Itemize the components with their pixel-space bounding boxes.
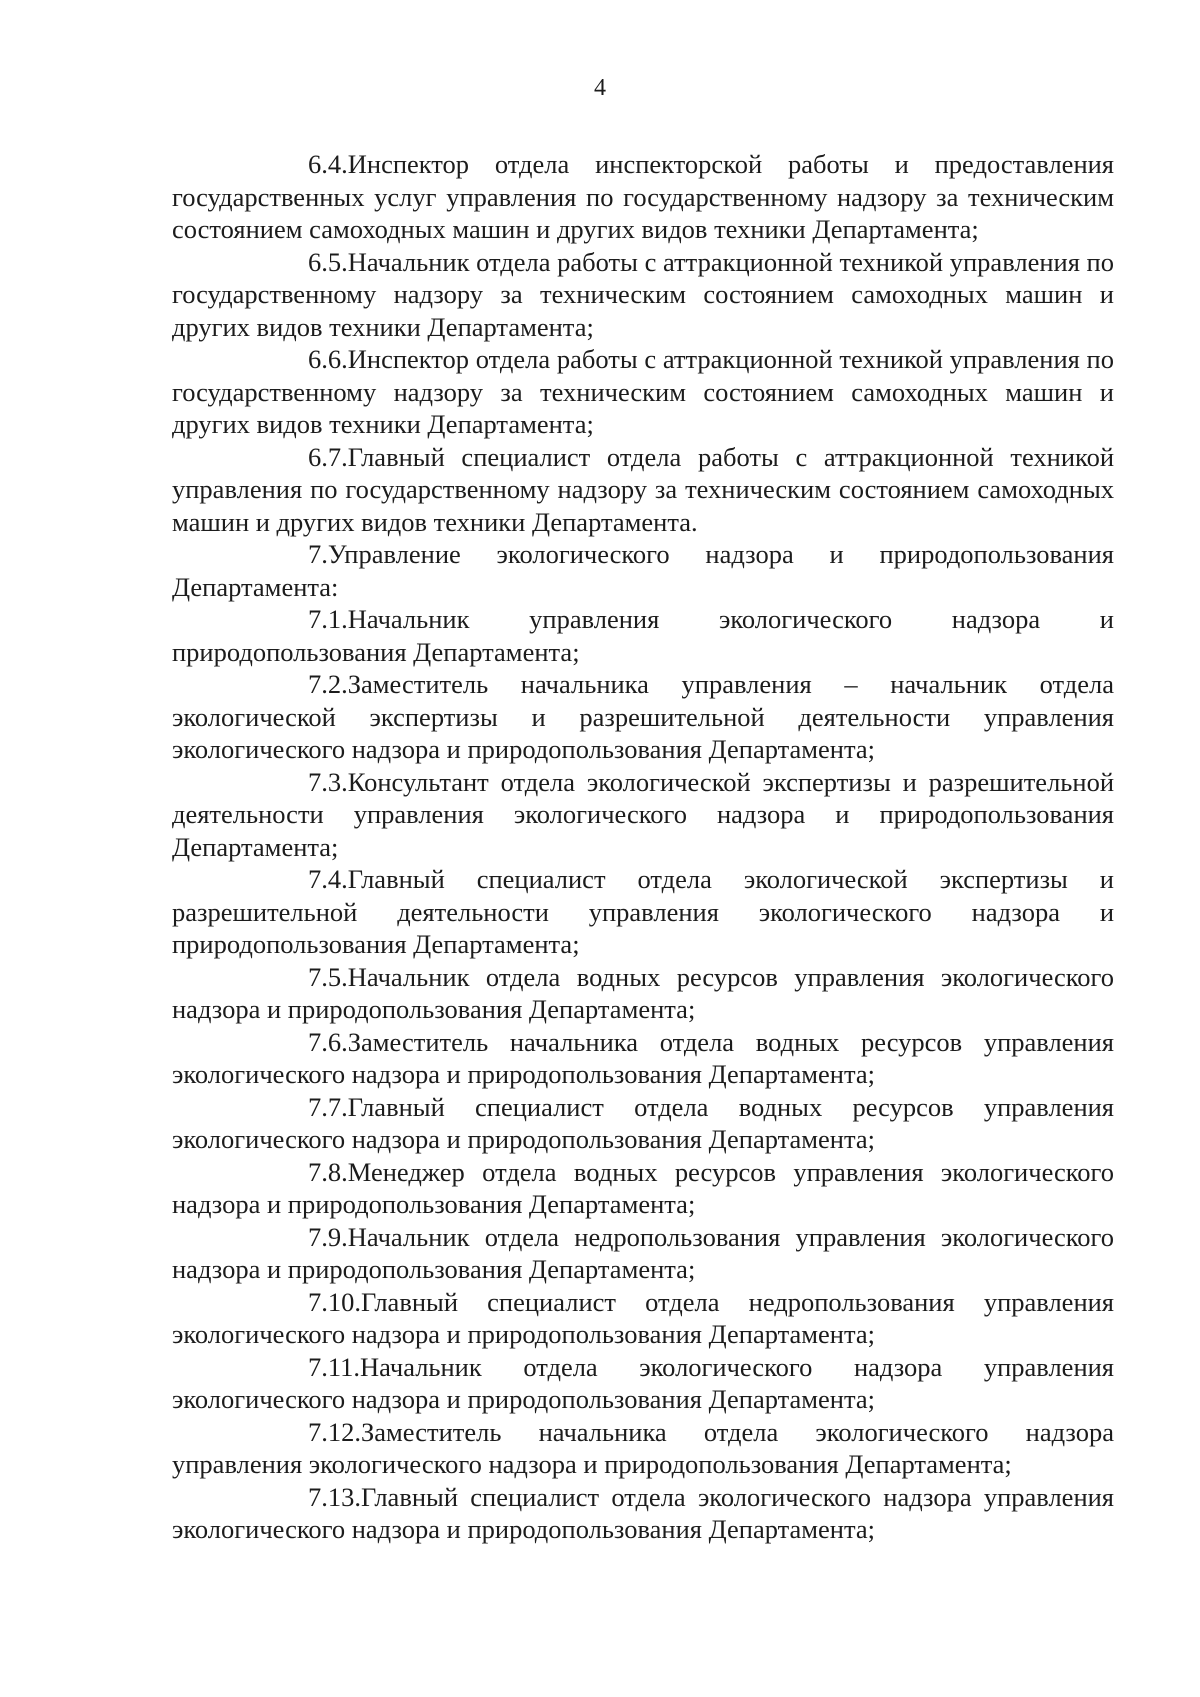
item-text: Инспектор отдела инспекторской работы и предоставления государственных услуг управления по государственному надзору за техническим состоянием самоходных машин и других видов техники Департамента; xyxy=(172,149,1114,244)
list-item xyxy=(172,343,1114,441)
item-number: 7.2. xyxy=(308,669,348,699)
item-text: Заместитель начальника управления – начальник отдела экологической экспертизы и разрешительной деятельности управления экологического надзора и природопользования Департамента; xyxy=(172,669,1114,764)
page-number: 4 xyxy=(594,75,606,101)
list-item xyxy=(172,1091,1114,1156)
item-text: Начальник отдела недропользования управления экологического надзора и природопользования Департамента; xyxy=(172,1221,1114,1284)
list-item xyxy=(172,1351,1114,1416)
list-item xyxy=(172,961,1114,1026)
list-item xyxy=(172,148,1114,246)
list-item xyxy=(172,1481,1114,1546)
item-number: 7.4. xyxy=(308,864,348,894)
list-item xyxy=(172,668,1114,766)
item-text: Начальник отдела работы с аттракционной техникой управления по государственному надзору за техническим состоянием самоходных машин и других видов техники Департамента; xyxy=(172,246,1114,342)
item-number: 7.7. xyxy=(308,1091,348,1122)
list-item xyxy=(172,1156,1114,1221)
item-number: 6.5. xyxy=(308,246,348,277)
item-number: 7.11. xyxy=(308,1351,361,1382)
section-number: 7. xyxy=(308,539,328,569)
section-text: Управление экологического надзора и природопользования Департамента: xyxy=(172,539,1114,602)
item-text: Консультант отдела экологической экспертизы и разрешительной деятельности управления экологического надзора и природопользования Департамента; xyxy=(172,766,1114,862)
list-item xyxy=(172,766,1114,864)
item-number: 7.9. xyxy=(308,1221,348,1252)
list-item xyxy=(172,863,1114,961)
item-text: Начальник отдела водных ресурсов управления экологического надзора и природопользования Департамента; xyxy=(172,961,1114,1024)
item-number: 7.5. xyxy=(308,961,348,992)
list-item xyxy=(172,441,1114,539)
item-text: Начальник отдела экологического надзора управления экологического надзора и природопользования Департамента; xyxy=(172,1351,1114,1414)
list-item xyxy=(172,603,1114,668)
item-text: Заместитель начальника отдела экологического надзора управления экологического надзора и природопользования Департамента; xyxy=(172,1416,1114,1479)
section-heading xyxy=(172,538,1114,603)
item-number: 7.12. xyxy=(308,1416,361,1447)
list-item xyxy=(172,246,1114,344)
item-number: 7.1. xyxy=(308,604,348,634)
item-text: Главный специалист отдела работы с аттракционной техникой управления по государственному надзору за техническим состоянием самоходных машин и других видов техники Департамента. xyxy=(172,441,1114,537)
item-text: Главный специалист отдела водных ресурсов управления экологического надзора и природопользования Департамента; xyxy=(172,1091,1114,1154)
item-number: 7.10. xyxy=(308,1286,361,1317)
document-body xyxy=(172,148,1114,1546)
item-number: 6.7. xyxy=(308,441,348,472)
list-item xyxy=(172,1416,1114,1481)
list-item xyxy=(172,1026,1114,1091)
item-text: Главный специалист отдела экологического надзора управления экологического надзора и природопользования Департамента; xyxy=(172,1481,1114,1544)
item-text: Инспектор отдела работы с аттракционной техникой управления по государственному надзору за техническим состоянием самоходных машин и других видов техники Департамента; xyxy=(172,344,1114,439)
item-number: 7.6. xyxy=(308,1026,348,1057)
item-number: 7.8. xyxy=(308,1156,348,1187)
list-item xyxy=(172,1221,1114,1286)
item-number: 6.4. xyxy=(308,149,348,179)
list-item xyxy=(172,1286,1114,1351)
item-text: Главный специалист отдела недропользования управления экологического надзора и природопользования Департамента; xyxy=(172,1286,1114,1349)
item-text: Менеджер отдела водных ресурсов управления экологического надзора и природопользования Департамента; xyxy=(172,1156,1114,1219)
item-text: Заместитель начальника отдела водных ресурсов управления экологического надзора и природопользования Департамента; xyxy=(172,1026,1114,1089)
item-number: 7.3. xyxy=(308,766,348,797)
item-text: Начальник управления экологического надзора и природопользования Департамента; xyxy=(172,604,1114,667)
item-number: 6.6. xyxy=(308,344,348,374)
item-number: 7.13. xyxy=(308,1481,361,1512)
item-text: Главный специалист отдела экологической экспертизы и разрешительной деятельности управления экологического надзора и природопользования Департамента; xyxy=(172,864,1114,959)
